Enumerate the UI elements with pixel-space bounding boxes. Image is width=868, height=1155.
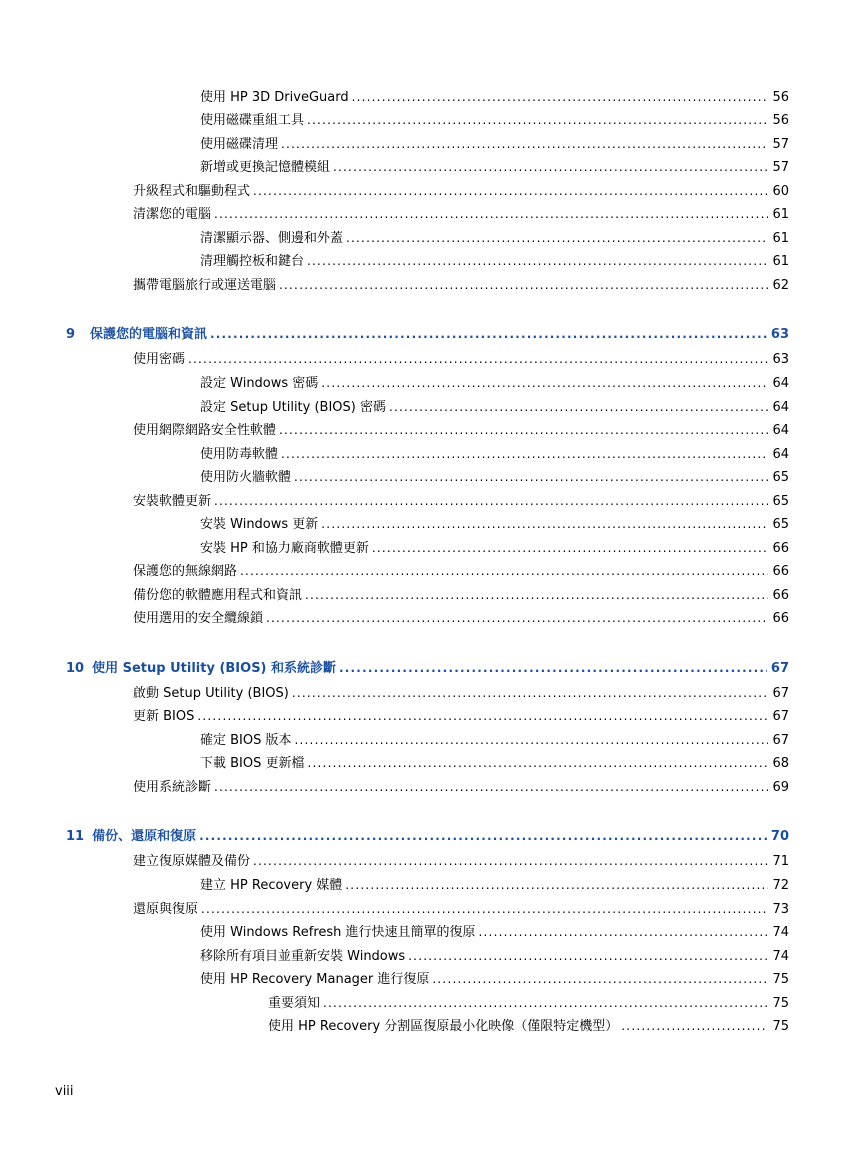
toc-entry[interactable]	[200, 730, 789, 750]
toc-entry-title: 備份您的軟體應用程式和資訊	[133, 588, 303, 603]
toc-entry-page: 60	[772, 184, 789, 199]
toc-entry-title: 建立 HP Recovery 媒體	[200, 878, 343, 893]
toc-entry-title: 使用防火牆軟體	[200, 470, 292, 485]
toc-entry-page: 61	[772, 207, 789, 222]
toc-entry[interactable]	[200, 946, 789, 966]
leader-dots	[305, 585, 768, 605]
toc-entry-title: 建立復原媒體及備份	[133, 854, 251, 869]
toc-entry[interactable]	[133, 585, 789, 605]
toc-entry-title: 更新 BIOS	[133, 709, 195, 724]
toc-entry-page: 73	[772, 902, 789, 917]
toc-entry-title: 確定 BIOS 版本	[200, 733, 292, 748]
toc-entry-title: 使用 HP 3D DriveGuard	[200, 90, 349, 105]
toc-entry[interactable]	[133, 349, 789, 369]
toc-entry-page: 67	[772, 686, 789, 701]
toc-entry-title: 使用網際網路安全性軟體	[133, 423, 277, 438]
toc-entry[interactable]	[133, 608, 789, 628]
toc-entry-title: 升級程式和驅動程式	[133, 184, 251, 199]
leader-dots	[292, 683, 769, 703]
leader-dots	[307, 251, 768, 271]
toc-entry[interactable]	[200, 753, 789, 773]
toc-entry-page: 72	[772, 878, 789, 893]
toc-entry[interactable]	[200, 514, 789, 534]
toc-entry-page: 62	[772, 278, 789, 293]
toc-entry[interactable]	[200, 875, 789, 895]
toc-entry-page: 75	[772, 972, 789, 987]
toc-entry-title: 使用 Windows Refresh 進行快速且簡單的復原	[200, 925, 476, 940]
leader-dots	[372, 538, 769, 558]
leader-dots	[479, 922, 769, 942]
toc-entry-title: 使用選用的安全纜線鎖	[133, 611, 264, 626]
toc-entry[interactable]	[133, 561, 789, 581]
toc-entry-title: 安裝 HP 和協力廠商軟體更新	[200, 541, 369, 556]
toc-entry-page: 68	[772, 756, 789, 771]
leader-dots	[346, 228, 768, 248]
toc-entry-page: 67	[772, 709, 789, 724]
toc-entry-page: 66	[772, 588, 789, 603]
leader-dots	[295, 730, 769, 750]
leader-dots	[188, 349, 768, 369]
toc-chapter-page: 70	[770, 829, 789, 844]
toc-entry-page: 71	[772, 854, 789, 869]
chapter-number: 10	[66, 661, 85, 676]
toc-entry-title: 下載 BIOS 更新檔	[200, 756, 305, 771]
leader-dots	[214, 777, 768, 797]
toc-entry-title: 新增或更換記憶體模組	[200, 160, 331, 175]
toc-entry-title: 使用 HP Recovery Manager 進行復原	[200, 972, 430, 987]
leader-dots	[281, 134, 768, 154]
toc-chapter-title: 備份、還原和復原	[92, 829, 197, 844]
toc-entry-page: 69	[772, 780, 789, 795]
toc-chapter-page: 63	[770, 327, 789, 342]
toc-entry[interactable]	[200, 397, 789, 417]
toc-entry-title: 安裝 Windows 更新	[200, 517, 319, 532]
toc-entry[interactable]	[200, 228, 789, 248]
toc-entry[interactable]	[200, 157, 789, 177]
toc-entry[interactable]	[200, 922, 789, 942]
toc-entry-page: 64	[772, 423, 789, 438]
toc-entry[interactable]	[133, 683, 789, 703]
toc-entry-page: 65	[772, 470, 789, 485]
toc-entry-title: 使用磁碟重組工具	[200, 113, 305, 128]
chapter-number: 9	[66, 327, 76, 342]
toc-entry-page: 74	[772, 949, 789, 964]
toc-entry-title: 使用 HP Recovery 分割區復原最小化映像（僅限特定機型）	[268, 1019, 619, 1034]
toc-entry-title: 使用密碼	[133, 352, 186, 367]
leader-dots	[201, 899, 768, 919]
leader-dots	[294, 467, 768, 487]
toc-entry[interactable]	[268, 1016, 789, 1036]
toc-entry-page: 64	[772, 376, 789, 391]
toc-entry-title: 安裝軟體更新	[133, 494, 212, 509]
toc-entry[interactable]	[133, 851, 789, 871]
toc-chapter-title: 保護您的電腦和資訊	[90, 327, 208, 342]
leader-dots	[323, 993, 768, 1013]
toc-entry[interactable]	[133, 777, 789, 797]
toc-entry-title: 重要須知	[268, 996, 321, 1011]
toc-entry-title: 設定 Setup Utility (BIOS) 密碼	[200, 400, 386, 415]
leader-dots	[308, 753, 769, 773]
leader-dots	[333, 157, 768, 177]
toc-entry[interactable]	[200, 110, 789, 130]
toc-entry-title: 啟動 Setup Utility (BIOS)	[133, 686, 289, 701]
page-number: viii	[55, 1084, 74, 1099]
toc-entry-title: 使用磁碟清理	[200, 137, 279, 152]
toc-entry-page: 56	[772, 113, 789, 128]
leader-dots	[253, 181, 768, 201]
toc-entry-title: 攜帶電腦旅行或運送電腦	[133, 278, 277, 293]
toc-entry-page: 74	[772, 925, 789, 940]
toc-entry-page: 56	[772, 90, 789, 105]
toc-entry-title: 還原與復原	[133, 902, 199, 917]
leader-dots	[432, 969, 768, 989]
toc-entry[interactable]	[200, 467, 789, 487]
toc-entry-page: 67	[772, 733, 789, 748]
leader-dots	[321, 373, 768, 393]
toc-entry[interactable]	[268, 993, 789, 1013]
toc-entry-page: 61	[772, 254, 789, 269]
toc-entry-page: 61	[772, 231, 789, 246]
toc-entry-page: 66	[772, 564, 789, 579]
toc-entry[interactable]	[200, 538, 789, 558]
toc-entry[interactable]	[200, 969, 789, 989]
leader-dots	[199, 826, 767, 846]
toc-entry-title: 使用防毒軟體	[200, 447, 279, 462]
toc-entry-title: 移除所有項目並重新安裝 Windows	[200, 949, 406, 964]
toc-entry[interactable]	[133, 491, 789, 511]
toc-entry-title: 清理觸控板和鍵台	[200, 254, 305, 269]
toc-entry-page: 75	[772, 1019, 789, 1034]
toc-chapter[interactable]	[66, 826, 789, 846]
chapter-number: 11	[66, 829, 85, 844]
toc-entry-title: 使用系統診斷	[133, 780, 212, 795]
leader-dots	[307, 110, 768, 130]
toc-entry[interactable]	[200, 444, 789, 464]
toc-entry-page: 75	[772, 996, 789, 1011]
toc-entry[interactable]	[200, 251, 789, 271]
leader-dots	[253, 851, 768, 871]
toc-entry-title: 保護您的無線網路	[133, 564, 238, 579]
leader-dots	[345, 875, 768, 895]
leader-dots	[389, 397, 768, 417]
leader-dots	[279, 420, 768, 440]
leader-dots	[408, 946, 768, 966]
leader-dots	[210, 324, 767, 344]
toc-entry[interactable]	[133, 275, 789, 295]
leader-dots	[214, 491, 768, 511]
toc-entry-page: 66	[772, 541, 789, 556]
toc-entry-title: 清潔顯示器、側邊和外蓋	[200, 231, 344, 246]
toc-entry[interactable]	[133, 706, 789, 726]
toc-chapter-title: 使用 Setup Utility (BIOS) 和系統診斷	[92, 661, 337, 676]
toc-entry-page: 65	[772, 494, 789, 509]
toc-entry-title: 清潔您的電腦	[133, 207, 212, 222]
toc-entry[interactable]	[133, 420, 789, 440]
toc-chapter[interactable]	[66, 658, 789, 678]
toc-entry[interactable]	[200, 134, 789, 154]
toc-entry[interactable]	[133, 204, 789, 224]
leader-dots	[214, 204, 768, 224]
toc-entry-page: 66	[772, 611, 789, 626]
leader-dots	[321, 514, 768, 534]
toc-entry-page: 63	[772, 352, 789, 367]
leader-dots	[197, 706, 768, 726]
leader-dots	[281, 444, 768, 464]
toc-entry-page: 64	[772, 400, 789, 415]
toc-entry-page: 64	[772, 447, 789, 462]
leader-dots	[339, 658, 767, 678]
toc-entry-title: 設定 Windows 密碼	[200, 376, 319, 391]
leader-dots	[279, 275, 768, 295]
toc-entry[interactable]	[133, 899, 789, 919]
toc-entry[interactable]	[200, 87, 789, 107]
toc-entry-page: 57	[772, 160, 789, 175]
toc-entry[interactable]	[133, 181, 789, 201]
leader-dots	[352, 87, 769, 107]
leader-dots	[240, 561, 768, 581]
toc-entry-page: 57	[772, 137, 789, 152]
toc-entry[interactable]	[200, 373, 789, 393]
leader-dots	[266, 608, 768, 628]
toc-chapter-page: 67	[770, 661, 789, 676]
toc-chapter[interactable]	[66, 324, 789, 344]
leader-dots	[621, 1016, 768, 1036]
toc-entry-page: 65	[772, 517, 789, 532]
